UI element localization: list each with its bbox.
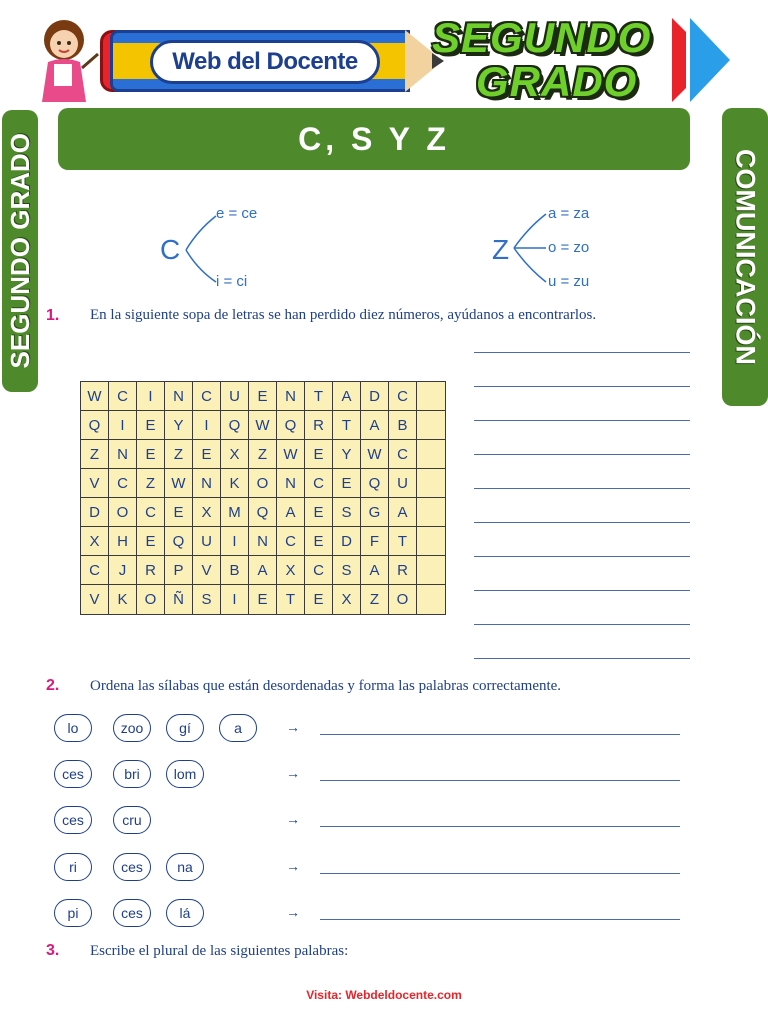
grid-cell: A xyxy=(277,498,305,527)
grid-cell: O xyxy=(137,585,165,614)
grid-cell: U xyxy=(221,382,249,411)
grid-cell: W xyxy=(277,440,305,469)
grid-cell: C xyxy=(137,498,165,527)
grid-cell: R xyxy=(305,411,333,440)
grid-cell xyxy=(417,585,445,614)
chevron-arrow-icon xyxy=(690,18,730,102)
grid-cell: O xyxy=(109,498,137,527)
grid-cell: N xyxy=(193,469,221,498)
grid-cell: C xyxy=(109,469,137,498)
grid-cell: E xyxy=(249,585,277,614)
grid-cell: W xyxy=(249,411,277,440)
arrow-icon: → xyxy=(286,719,300,735)
diagram-z-letter: Z xyxy=(492,234,510,265)
diagram-z-branches xyxy=(512,206,552,290)
syllable-bubble: gí xyxy=(166,714,204,742)
grid-cell xyxy=(417,382,445,411)
grid-cell: V xyxy=(81,469,109,498)
grid-cell: D xyxy=(333,527,361,556)
syllable-bubble: ri xyxy=(54,853,92,881)
grid-cell: S xyxy=(193,585,221,614)
grid-cell: Y xyxy=(165,411,193,440)
grid-cell: X xyxy=(333,585,361,614)
grid-cell: N xyxy=(109,440,137,469)
syllable-bubble: lo xyxy=(54,714,92,742)
grid-cell: E xyxy=(305,498,333,527)
grid-cell: Z xyxy=(137,469,165,498)
question-2-number: 2. xyxy=(46,677,60,694)
answer-line[interactable] xyxy=(474,522,690,523)
grid-cell: F xyxy=(361,527,389,556)
syllable-bubble: ces xyxy=(113,853,151,881)
grid-cell: I xyxy=(137,382,165,411)
arrow-icon: → xyxy=(286,904,300,920)
grid-cell: C xyxy=(305,556,333,585)
question-3-number: 3. xyxy=(46,942,60,959)
arrow-icon: → xyxy=(286,811,300,827)
grid-cell: E xyxy=(165,498,193,527)
grid-cell: T xyxy=(389,527,417,556)
answer-line[interactable] xyxy=(474,352,690,353)
grid-cell: C xyxy=(81,556,109,585)
grade-title-line2: GRADO xyxy=(476,58,638,105)
grid-cell: C xyxy=(389,440,417,469)
grid-cell: V xyxy=(193,556,221,585)
grid-cell: M xyxy=(221,498,249,527)
side-label-subject-text: COMUNICACIÓN xyxy=(730,149,761,365)
grid-cell: E xyxy=(305,440,333,469)
grid-cell xyxy=(417,440,445,469)
grid-cell: T xyxy=(277,585,305,614)
teacher-illustration xyxy=(30,18,100,104)
syllable-bubble: ces xyxy=(54,806,92,834)
grid-cell: Q xyxy=(81,411,109,440)
question-1-number: 1. xyxy=(46,307,60,324)
grid-cell: E xyxy=(333,469,361,498)
grid-cell: D xyxy=(361,382,389,411)
grid-cell xyxy=(417,498,445,527)
grid-cell: V xyxy=(81,585,109,614)
grid-cell: E xyxy=(305,585,333,614)
page-title: C, S Y Z xyxy=(58,108,690,170)
grid-cell: Z xyxy=(81,440,109,469)
arrow-icon: → xyxy=(286,858,300,874)
grid-cell: E xyxy=(137,411,165,440)
answer-line[interactable] xyxy=(474,556,690,557)
grid-cell: B xyxy=(221,556,249,585)
grid-cell: C xyxy=(193,382,221,411)
grid-cell: N xyxy=(277,382,305,411)
diagram-c-branches xyxy=(184,210,220,288)
grid-cell: Q xyxy=(165,527,193,556)
syllable-bubble: ces xyxy=(113,899,151,927)
grid-cell: T xyxy=(333,411,361,440)
diagram-z-rule-1: a = za xyxy=(548,205,590,222)
grid-cell: N xyxy=(165,382,193,411)
grid-cell xyxy=(417,556,445,585)
diagram-z-rule-3: u = zu xyxy=(548,273,590,290)
grid-cell: X xyxy=(221,440,249,469)
syllable-bubble: bri xyxy=(113,760,151,788)
grid-cell: Ñ xyxy=(165,585,193,614)
answer-line[interactable] xyxy=(474,624,690,625)
grid-cell: N xyxy=(249,527,277,556)
syllable-bubble: cru xyxy=(113,806,151,834)
answer-line[interactable] xyxy=(474,488,690,489)
grid-cell: C xyxy=(305,469,333,498)
grid-cell: Y xyxy=(333,440,361,469)
grid-cell xyxy=(417,527,445,556)
grid-cell: E xyxy=(249,382,277,411)
diagram-c-letter: C xyxy=(160,234,181,265)
grid-cell: W xyxy=(165,469,193,498)
arrow-icon: → xyxy=(286,765,300,781)
grid-cell: Q xyxy=(249,498,277,527)
side-label-grade-text: SEGUNDO GRADO xyxy=(4,133,35,369)
syllable-bubble: pi xyxy=(54,899,92,927)
syllable-bubble: zoo xyxy=(113,714,151,742)
syllable-answer-line[interactable] xyxy=(320,826,680,827)
syllable-bubble: lom xyxy=(166,760,204,788)
grid-cell: J xyxy=(109,556,137,585)
grid-cell: T xyxy=(305,382,333,411)
grid-cell: I xyxy=(221,527,249,556)
syllable-answer-line[interactable] xyxy=(320,919,680,920)
grid-cell: Z xyxy=(361,585,389,614)
question-3-text: Escribe el plural de las siguientes palabras: xyxy=(90,943,349,959)
grid-cell: R xyxy=(137,556,165,585)
answer-line[interactable] xyxy=(474,420,690,421)
grid-cell: A xyxy=(361,556,389,585)
syllable-bubble: ces xyxy=(54,760,92,788)
grid-cell: X xyxy=(81,527,109,556)
grid-cell: U xyxy=(193,527,221,556)
grid-cell: A xyxy=(361,411,389,440)
grid-cell: I xyxy=(109,411,137,440)
grid-cell: B xyxy=(389,411,417,440)
grid-cell: Z xyxy=(249,440,277,469)
grid-cell: K xyxy=(109,585,137,614)
answer-line[interactable] xyxy=(474,386,690,387)
answer-line[interactable] xyxy=(474,658,690,659)
syllable-bubble: na xyxy=(166,853,204,881)
grid-cell: C xyxy=(277,527,305,556)
syllable-answer-line[interactable] xyxy=(320,873,680,874)
grid-cell: C xyxy=(109,382,137,411)
side-label-subject xyxy=(722,108,768,406)
syllable-answer-line[interactable] xyxy=(320,734,680,735)
footer-link[interactable]: Visita: Webdeldocente.com xyxy=(306,988,462,1002)
grid-cell: D xyxy=(81,498,109,527)
diagram-c-rule-2: i = ci xyxy=(216,273,248,290)
question-2-text: Ordena las sílabas que están desordenadas y forma las palabras correctamente. xyxy=(90,678,562,694)
grid-cell: I xyxy=(193,411,221,440)
grid-cell: A xyxy=(333,382,361,411)
syllable-answer-line[interactable] xyxy=(320,780,680,781)
grid-cell: G xyxy=(361,498,389,527)
grid-cell xyxy=(417,411,445,440)
grid-cell: S xyxy=(333,498,361,527)
syllable-bubble: lá xyxy=(166,899,204,927)
grid-cell: R xyxy=(389,556,417,585)
grid-cell: H xyxy=(109,527,137,556)
grid-cell: E xyxy=(305,527,333,556)
grid-cell: U xyxy=(389,469,417,498)
grid-cell: W xyxy=(81,382,109,411)
answer-line[interactable] xyxy=(474,454,690,455)
grid-cell: Q xyxy=(361,469,389,498)
grid-cell: A xyxy=(249,556,277,585)
grid-cell: X xyxy=(277,556,305,585)
grade-title-line1: SEGUNDO xyxy=(432,14,652,61)
grid-cell: Q xyxy=(221,411,249,440)
grid-cell: W xyxy=(361,440,389,469)
grid-cell: O xyxy=(249,469,277,498)
grid-cell: P xyxy=(165,556,193,585)
brand-logo-text: Web del Docente xyxy=(150,40,380,84)
diagram-c-rule-1: e = ce xyxy=(216,205,258,222)
grid-cell xyxy=(417,469,445,498)
grid-cell: A xyxy=(389,498,417,527)
grid-cell: E xyxy=(137,527,165,556)
grid-cell: X xyxy=(193,498,221,527)
diagram-z-rule-2: o = zo xyxy=(548,239,590,256)
side-label-grade xyxy=(2,110,38,392)
grid-cell: K xyxy=(221,469,249,498)
grid-cell: S xyxy=(333,556,361,585)
grid-cell: E xyxy=(137,440,165,469)
syllable-bubble: a xyxy=(219,714,257,742)
grid-cell: O xyxy=(389,585,417,614)
grid-cell: Z xyxy=(165,440,193,469)
answer-line[interactable] xyxy=(474,590,690,591)
grid-cell: I xyxy=(221,585,249,614)
grid-cell: C xyxy=(389,382,417,411)
question-1-text: En la siguiente sopa de letras se han perdido diez números, ayúdanos a encontrarlos. xyxy=(90,307,597,323)
grid-cell: N xyxy=(277,469,305,498)
grid-cell: Q xyxy=(277,411,305,440)
word-search-grid xyxy=(80,381,446,615)
grid-cell: E xyxy=(193,440,221,469)
